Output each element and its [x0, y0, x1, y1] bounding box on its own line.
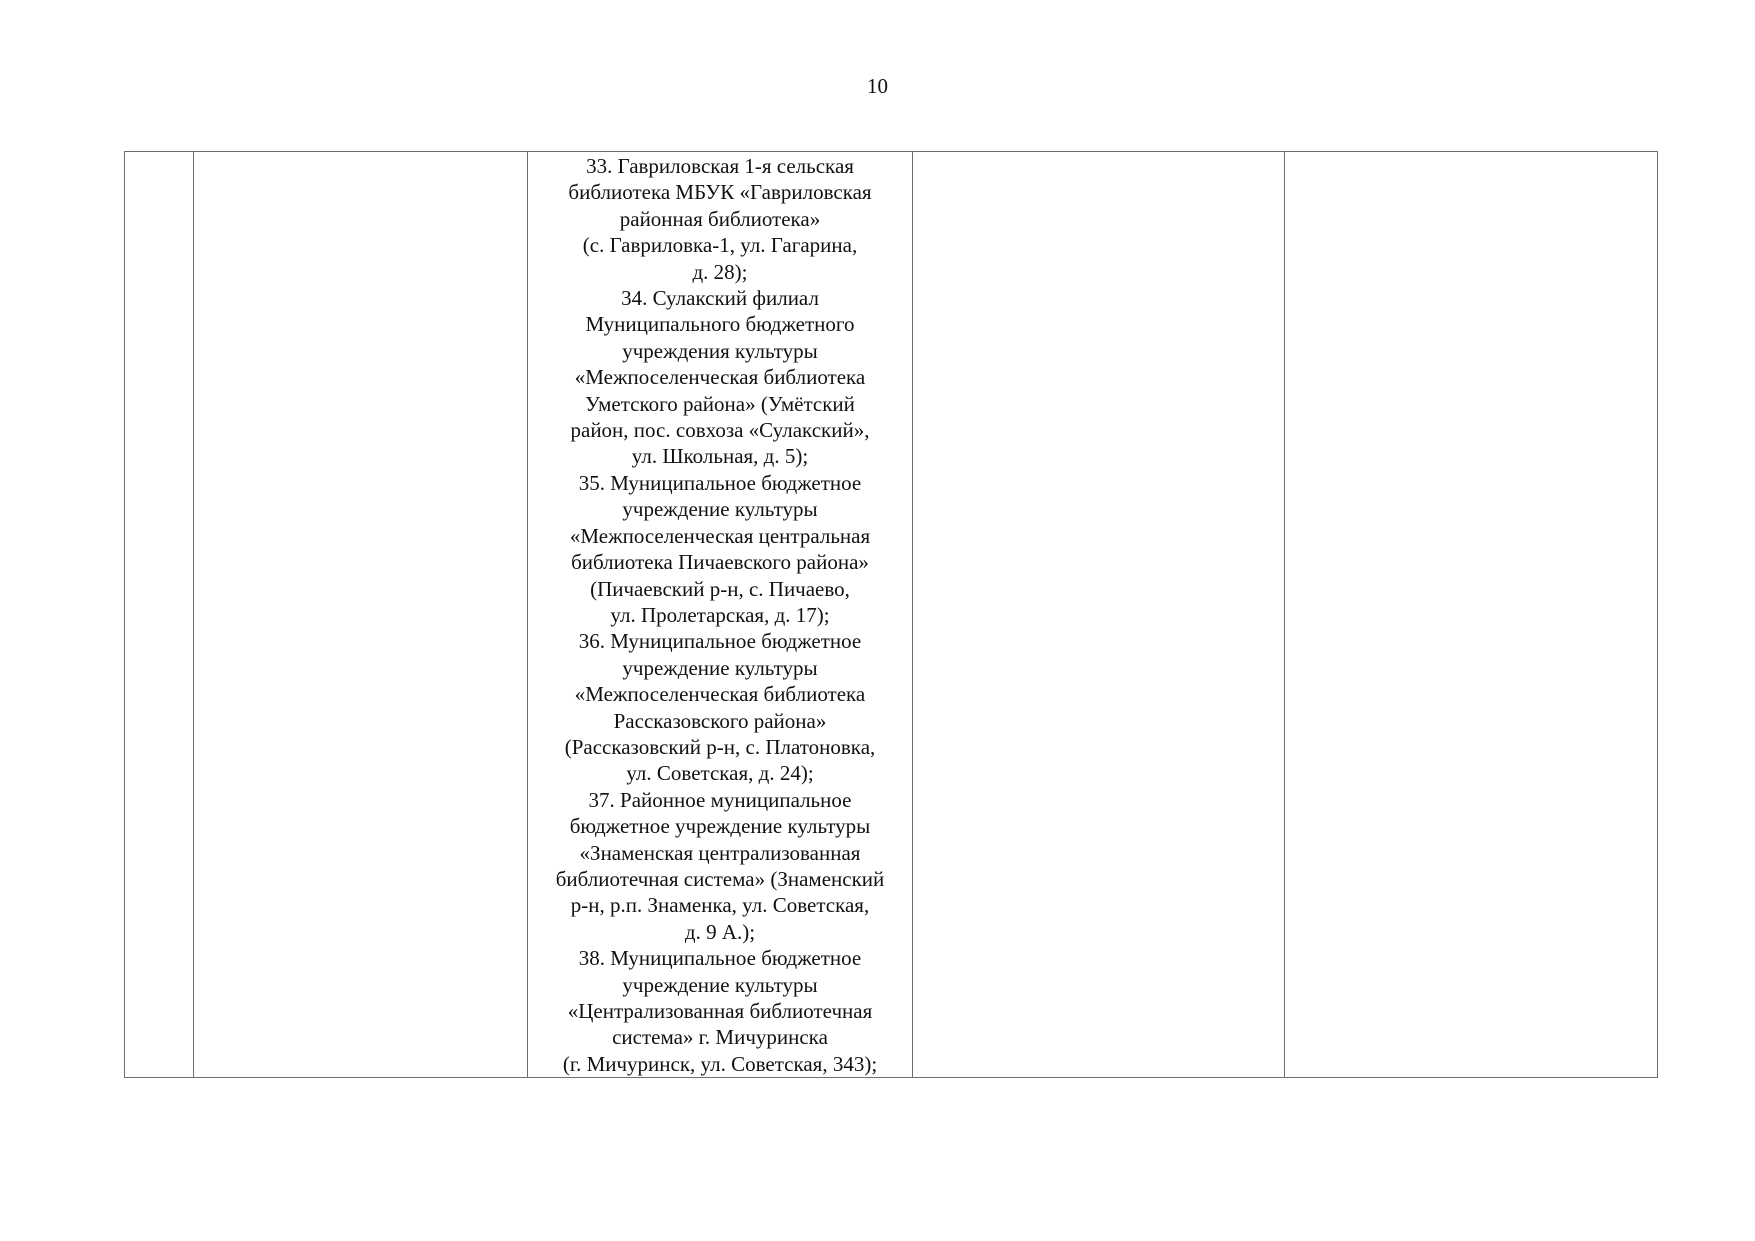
list-item-34: 34. Сулакский филиал Муниципального бюджетного учреждения культуры «Межпоселенческая библиотека Уметского района» (Умётский район, пос. совхоза «Сулакский», ул. Школьная, д. 5); [570, 286, 870, 469]
page-number: 10 [867, 74, 888, 98]
table-cell-empty-5 [1285, 152, 1658, 1078]
table-cell-name [194, 152, 528, 1078]
list-item-33: 33. Гавриловская 1-я сельская библиотека МБУК «Гавриловская районная библиотека» (с. Гавриловка-1, ул. Гагарина, д. 28); [568, 154, 872, 284]
list-item-35: 35. Муниципальное бюджетное учреждение культуры «Межпоселенческая центральная библиотека Пичаевского района» (Пичаевский р-н, с. Пичаево, ул. Пролетарская, д. 17); [569, 470, 871, 627]
list-item-36: 36. Муниципальное бюджетное учреждение культуры «Межпоселенческая библиотека Рассказовского района» (Рассказовский р-н, с. Платоновка, ул. Советская, д. 24); [564, 629, 876, 786]
table-cell-institutions [528, 152, 913, 1078]
table-cell-empty-4 [913, 152, 1285, 1078]
institutions-table [124, 151, 1658, 1078]
institutions-list [528, 152, 912, 1077]
table-cell-number [125, 152, 194, 1078]
table-row [125, 152, 1658, 1078]
list-item-37: 37. Районное муниципальное бюджетное учреждение культуры «Знаменская централизованная библиотечная система» (Знаменский р-н, р.п. Знаменка, ул. Советская, д. 9 А.); [555, 787, 885, 944]
list-item-38: 38. Муниципальное бюджетное учреждение культуры «Централизованная библиотечная система» г. Мичуринска (г. Мичуринск, ул. Советская, 343); [562, 946, 878, 1076]
